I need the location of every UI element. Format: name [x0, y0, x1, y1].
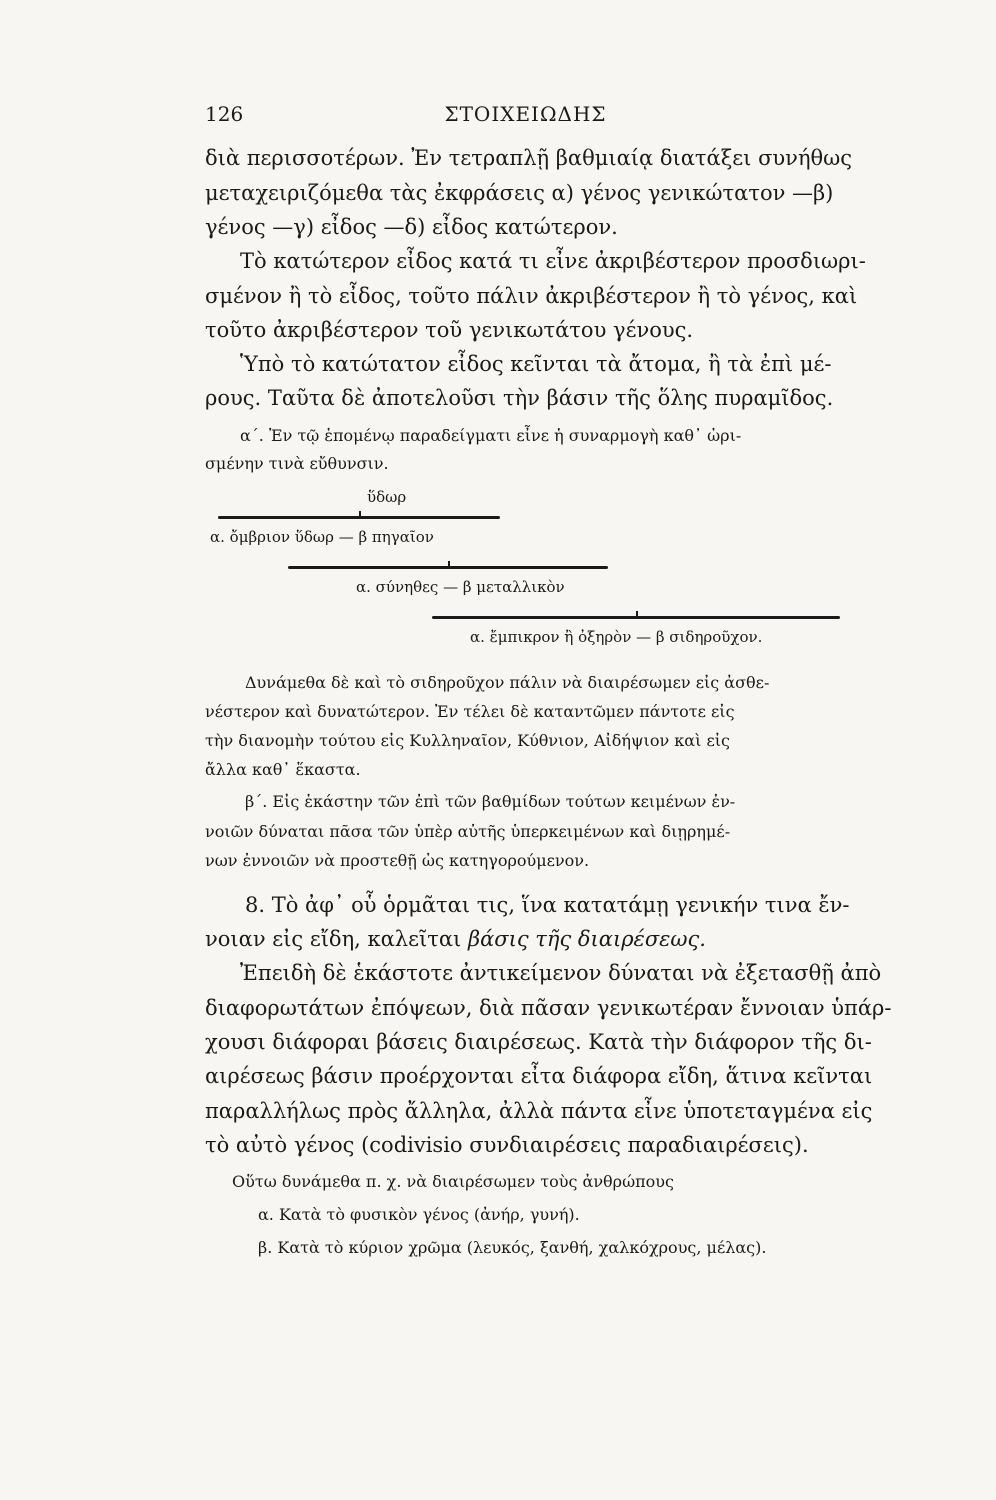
example-line: β΄. Εἰς ἑκάστην τῶν ἐπὶ τῶν βαθμίδων τούτων κειμένων ἐν-	[245, 792, 736, 811]
page-header	[205, 102, 846, 132]
diagram-level-2: α. σύνηθες — β μεταλλικὸν	[356, 578, 565, 596]
text-line: Δυνάμεθα δὲ καὶ τὸ σιδηροῦχον πάλιν νὰ διαιρέσωμεν εἰς ἀσθε-	[245, 673, 770, 692]
list-item: α. Κατὰ τὸ φυσικὸν γένος (ἀνήρ, γυνή).	[258, 1205, 580, 1224]
text-line: τὸ αὐτὸ γένος (codivisio συνδιαιρέσεις παραδιαιρέσεις).	[205, 1133, 809, 1157]
text-span: νοιαν εἰς εἴδη, καλεῖται	[205, 927, 468, 951]
example-line: σμένην τινὰ εὔθυνσιν.	[205, 454, 389, 473]
text-line: διαφορωτάτων ἐπόψεων, διὰ πᾶσαν γενικωτέραν ἔννοιαν ὑπάρ-	[205, 996, 892, 1020]
text-line: σμένον ἢ τὸ εἶδος, τοῦτο πάλιν ἀκριβέστερον ἢ τὸ γένος, καὶ	[205, 284, 858, 308]
term-italic: βάσις τῆς διαιρέσεως.	[467, 927, 706, 951]
text-line: τοῦτο ἀκριβέστερον τοῦ γενικωτάτου γένους.	[205, 318, 694, 342]
text-line: Οὕτω δυνάμεθα π. χ. νὰ διαιρέσωμεν τοὺς ἀνθρώπους	[232, 1172, 674, 1191]
text-line: νέστερον καὶ δυνατώτερον. Ἐν τέλει δὲ καταντῶμεν πάντοτε εἰς	[205, 702, 735, 721]
page-number: 126	[205, 102, 244, 126]
text-line: Ὑπὸ τὸ κατώτατον εἶδος κεῖνται τὰ ἄτομα, ἢ τὰ ἐπὶ μέ-	[240, 352, 832, 376]
example-line: α΄. Ἐν τῷ ἑπομένῳ παραδείγματι εἶνε ἡ συναρμογὴ καθ᾽ ὡρι-	[240, 426, 742, 445]
text-line: τὴν διανομὴν τούτου εἰς Κυλληναῖον, Κύθνιον, Αἰδήψιον καὶ εἰς	[205, 731, 730, 750]
diagram-level-3: α. ἔμπικρον ἢ ὀξηρὸν — β σιδηροῦχον.	[470, 628, 763, 646]
text-line: γένος —γ) εἶδος —δ) εἶδος κατώτερον.	[205, 215, 618, 239]
example-line: νων ἐννοιῶν νὰ προστεθῇ ὡς κατηγορούμενον.	[205, 851, 590, 870]
list-item: β. Κατὰ τὸ κύριον χρῶμα (λευκός, ξανθή, χαλκόχρους, μέλας).	[258, 1238, 767, 1257]
section-heading-line	[205, 927, 706, 951]
diagram-brace	[288, 566, 608, 569]
text-line: ἄλλα καθ᾽ ἕκαστα.	[205, 760, 361, 779]
diagram-brace	[432, 616, 840, 619]
text-line: διὰ περισσοτέρων. Ἐν τετραπλῇ βαθμιαίᾳ διατάξει συνήθως	[205, 146, 853, 170]
section-heading-line: 8. Τὸ ἀφ᾽ οὗ ὁρμᾶται τις, ἵνα κατατάμῃ γενικήν τινα ἔν-	[245, 893, 850, 917]
text-line: χουσι διάφοραι βάσεις διαιρέσεως. Κατὰ τὴν διάφορον τῆς δι-	[205, 1030, 872, 1054]
running-title: ΣΤΟΙΧΕΙΩΔΗΣ	[444, 102, 607, 126]
text-line: παραλλήλως πρὸς ἄλληλα, ἀλλὰ πάντα εἶνε ὑποτεταγμένα εἰς	[205, 1099, 873, 1123]
text-line: Ἐπειδὴ δὲ ἑκάστοτε ἀντικείμενον δύναται νὰ ἐξετασθῇ ἀπὸ	[240, 961, 882, 985]
text-line: ρους. Ταῦτα δὲ ἀποτελοῦσι τὴν βάσιν τῆς ὅλης πυραμῖδος.	[205, 386, 834, 410]
diagram-brace	[218, 516, 500, 519]
diagram-root: ὕδωρ	[367, 488, 407, 506]
diagram-level-1: α. ὄμβριον ὕδωρ — β πηγαῖον	[210, 528, 434, 546]
text-line: μεταχειριζόμεθα τὰς ἐκφράσεις α) γένος γενικώτατον —β)	[205, 181, 834, 205]
text-line: αιρέσεως βάσιν προέρχονται εἶτα διάφορα εἴδη, ἅτινα κεῖνται	[205, 1064, 873, 1088]
text-line: Τὸ κατώτερον εἶδος κατά τι εἶνε ἀκριβέστερον προσδιωρι-	[240, 249, 866, 273]
example-line: νοιῶν δύναται πᾶσα τῶν ὑπὲρ αὐτῆς ὑπερκειμένων καὶ διῃρημέ-	[205, 822, 731, 841]
